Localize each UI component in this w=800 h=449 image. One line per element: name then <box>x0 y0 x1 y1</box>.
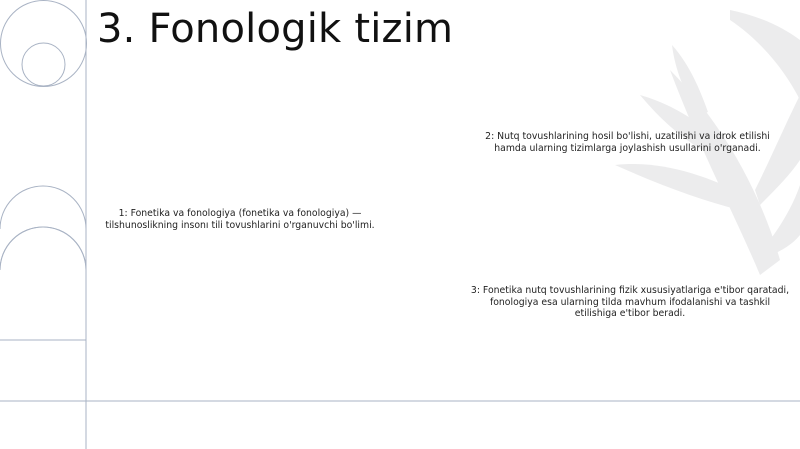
point-2: 2: Nutq tovushlarining hosil bo'lishi, uzatilishi va idrok etilishi hamda ularning tizimlarga joylashish usullarini o'rganadi. <box>485 131 770 154</box>
point-1: 1: Fonetika va fonologiya (fonetika va fonologiya) — tilshunoslikning insonı tili tovushlarini o'rganuvchi bo'limi. <box>105 208 375 231</box>
page-title: 3. Fonologik tizim <box>97 6 454 52</box>
point-3: 3: Fonetika nutq tovushlarining fizik xususiyatlariga e'tibor qaratadi, fonologiya esa ularning tilda mavhum ifodalanishi va tashkil etilishiga e'tibor beradi. <box>470 285 790 319</box>
